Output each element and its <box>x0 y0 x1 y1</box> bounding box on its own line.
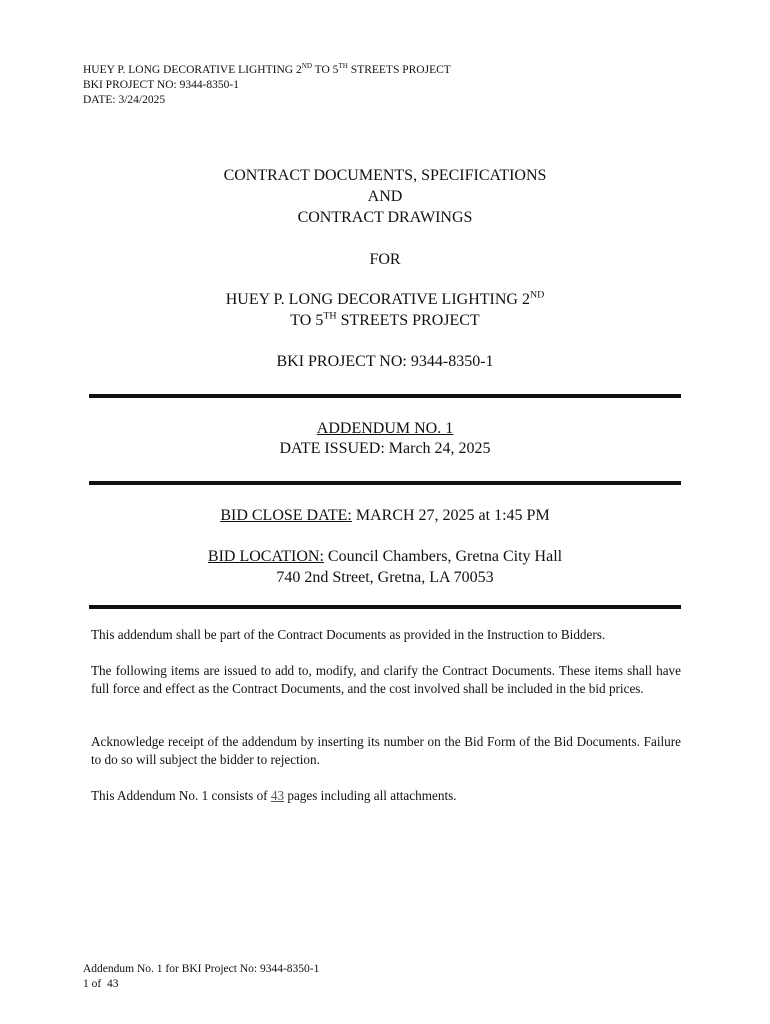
body-paragraph-2: The following items are issued to add to, modify, and clarify the Contract Documents. These items shall have full force and effect as the Contract Documents, and the cost involved shall be included in the bid prices. <box>91 663 681 696</box>
bid-location: BID LOCATION: Council Chambers, Gretna City Hall <box>207 548 563 565</box>
body-paragraph-3: Acknowledge receipt of the addendum by inserting its number on the Bid Form of the Bid Documents. Failure to do so will subject the bidder to rejection. <box>91 734 681 767</box>
document-header <box>83 63 451 108</box>
header-date: DATE: 3/24/2025 <box>83 94 166 106</box>
title-line-1: CONTRACT DOCUMENTS, SPECIFICATIONS <box>223 167 547 184</box>
title-project-line-2: TO 5TH STREETS PROJECT <box>290 310 480 329</box>
header-project-title: HUEY P. LONG DECORATIVE LIGHTING 2ND TO 5TH STREETS PROJECT <box>83 62 451 76</box>
bid-close-date: BID CLOSE DATE: MARCH 27, 2025 at 1:45 PM <box>220 507 550 524</box>
title-line-2: AND <box>367 188 403 205</box>
addendum-date-issued: DATE ISSUED: March 24, 2025 <box>279 440 491 457</box>
body-paragraph-4: This Addendum No. 1 consists of 43 pages including all attachments. <box>91 788 457 803</box>
body-paragraph-1: This addendum shall be part of the Contract Documents as provided in the Instruction to Bidders. <box>91 627 606 642</box>
document-title <box>0 165 770 228</box>
bid-location-address: 740 2nd Street, Gretna, LA 70053 <box>276 569 494 586</box>
title-for: FOR <box>369 251 401 268</box>
document-footer <box>83 962 319 992</box>
footer-project-reference: Addendum No. 1 for BKI Project No: 9344-8350-1 <box>83 963 320 975</box>
title-project-number: BKI PROJECT NO: 9344-8350-1 <box>276 353 494 370</box>
page-count-link[interactable]: 43 <box>270 788 285 803</box>
addendum-number: ADDENDUM NO. 1 <box>316 420 454 437</box>
divider-rule-1 <box>89 394 681 398</box>
title-project-line-1: HUEY P. LONG DECORATIVE LIGHTING 2ND <box>225 289 545 308</box>
title-line-3: CONTRACT DRAWINGS <box>297 209 473 226</box>
footer-page-number: 1 of 43 <box>83 978 119 990</box>
divider-rule-2 <box>89 481 681 485</box>
divider-rule-3 <box>89 605 681 609</box>
header-project-number: BKI PROJECT NO: 9344-8350-1 <box>83 79 240 91</box>
